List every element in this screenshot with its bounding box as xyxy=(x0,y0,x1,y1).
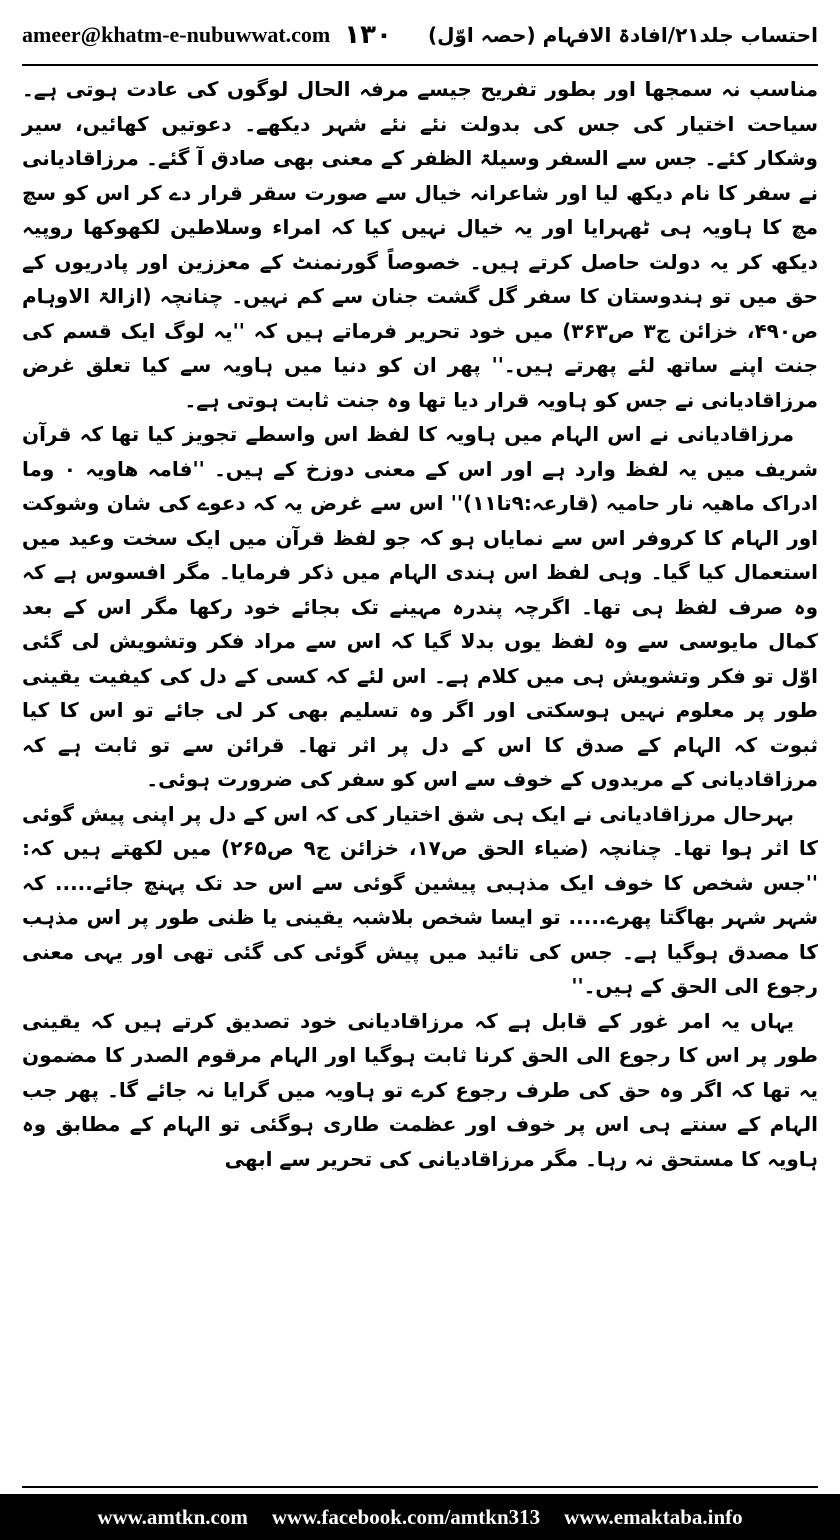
header-divider xyxy=(22,64,818,66)
paragraph-3: بہرحال مرزاقادیانی نے ایک ہی شق اختیار کی کہ اس کے دل پر اپنی پیش گوئی کا اثر ہوا تھا۔ چنانچہ (ضیاء الحق ص۱۷، خزائن ج۹ ص۲۶۵) میں لکھتے ہیں کہ: ''جس شخص کا خوف ایک مذہبی پیشین گوئی سے اس حد تک پہنچ جائے..... کہ شہر شہر بھاگتا پھرے..... تو ایسا شخص بلاشبہ یقینی یا ظنی طور پر اس مذہب کا مصدق ہوگیا ہے۔ جس کی تائید میں پیش گوئی کی گئی تھی اور یہی معنی رجوع الی الحق کے ہیں۔'' xyxy=(22,801,818,998)
footer-bar xyxy=(0,1494,840,1540)
page-number: ۱۳۰ xyxy=(344,20,392,50)
header-email: ameer@khatm-e-nubuwwat.com xyxy=(22,22,331,47)
running-title: احتساب جلد۲۱/افادۃ الافہام (حصہ اوّل) xyxy=(427,23,818,47)
paragraph-1: مناسب نہ سمجھا اور بطور تفریح جیسے مرفہ الحال لوگوں کی عادت ہوتی ہے۔ سیاحت اختیار کی جس کی بدولت نئے نئے شہر دیکھے۔ دعوتیں کھائیں، سیر وشکار کئے۔ جس سے السفر وسیلۃ الظفر کے معنی بھی صادق آ گئے۔ مرزاقادیانی نے سفر کا نام دیکھ لیا اور شاعرانہ خیال سے صورت سقر قرار دے کر اس کو سچ مچ کا ہاویہ ہی ٹھہرایا اور یہ خیال نہیں کیا کہ امراء وسلاطین لکھوکھا روپیہ دیکھ کر یہ دولت حاصل کرتے ہیں۔ خصوصاً گورنمنٹ کے معززین اور پادریوں کے حق میں تو ہندوستان کا سفر گل گشت جنان سے کم نہیں۔ چنانچہ (ازالۃ الاوہام ص۴۹۰، خزائن ج۳ ص۳۶۳) میں خود تحریر فرماتے ہیں کہ ''یہ لوگ ایک قسم کی جنت اپنے ساتھ لئے پھرتے ہیں۔'' پھر ان کو دنیا میں ہاویہ سے کیا تعلق غرض مرزاقادیانی نے جس کو ہاویہ قرار دیا تھا وہ جنت ثابت ہوتی ہے۔ xyxy=(22,77,818,412)
footer-link-emaktaba[interactable]: www.emaktaba.info xyxy=(564,1504,743,1529)
footer-link-amtkn[interactable]: www.amtkn.com xyxy=(97,1504,248,1529)
paragraph-4: یہاں یہ امر غور کے قابل ہے کہ مرزاقادیانی خود تصدیق کرتے ہیں کہ یقینی طور پر اس کا رجوع الی الحق کرنا ثابت ہوگیا اور الہام مرقوم الصدر کا مضمون یہ تھا کہ اگر وہ حق کی طرف رجوع کرے تو ہاویہ میں گرایا نہ جائے گا۔ پھر جب الہام کے سنتے ہی اس پر خوف اور عظمت طاری ہوگئی تو الہام کے مطابق وہ ہاویہ کا مستحق نہ رہا۔ مگر مرزاقادیانی کی تحریر سے ابھی xyxy=(22,1008,818,1171)
footer-link-facebook[interactable]: www.facebook.com/amtkn313 xyxy=(271,1504,541,1529)
page-body xyxy=(22,72,818,1476)
page-header xyxy=(22,10,818,60)
footer-divider xyxy=(22,1486,818,1488)
header-left xyxy=(22,20,392,50)
paragraph-2: مرزاقادیانی نے اس الہام میں ہاویہ کا لفظ اس واسطے تجویز کیا تھا کہ قرآن شریف میں یہ لفظ وارد ہے اور اس کے معنی دوزخ کے ہیں۔ ''فامہ ھاویہ ۰ وما ادراک ماھیہ نار حامیہ (قارعہ:۹تا۱۱)'' اس سے غرض یہ کہ دعوے کی شان وشوکت اور الہام کا کروفر اس سے نمایاں ہو کہ جو لفظ قرآن میں ایک سخت وعید میں استعمال کیا گیا۔ وہی لفظ اس ہندی الہام میں ذکر فرمایا۔ مگر افسوس ہے کہ وہ صرف لفظ ہی تھا۔ اگرچہ پندرہ مہینے تک بجائے خود رکھا مگر اس کے بعد کمال مایوسی سے وہ لفظ یوں بدلا گیا کہ اس سے مراد فکر وتشویش لی گئی اوّل تو فکر وتشویش ہی میں کلام ہے۔ اس لئے کہ کسی کے دل کی کیفیت یقینی طور پر معلوم نہیں ہوسکتی اور اگر وہ تسلیم بھی کر لی جائے تو اس کا کیا ثبوت کہ الہام کے صدق کا اس کے دل پر اثر تھا۔ قرائن سے تو ثابت ہے کہ مرزاقادیانی کے مریدوں کے خوف سے اس کو سفر کی ضرورت ہوئی۔ xyxy=(22,422,818,791)
